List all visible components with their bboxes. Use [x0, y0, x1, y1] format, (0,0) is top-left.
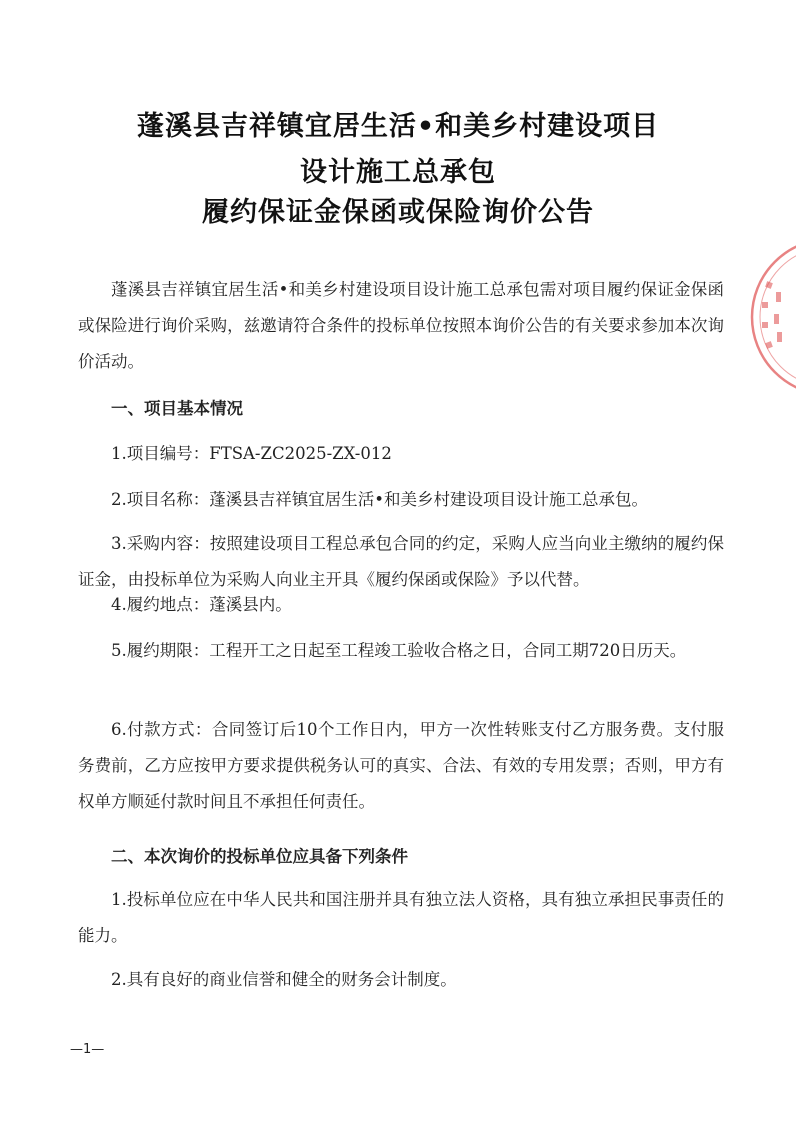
- section-1-item: 6.付款方式：合同签订后10个工作日内，甲方一次性转账支付乙方服务费。支付服务费前，乙方应按甲方要求提供税务认可的真实、合法、有效的专用发票；否则，甲方有权单方顺延付款时间且不承担任何责任。: [78, 720, 724, 811]
- section-1-item: 5.履约期限：工程开工之日起至工程竣工验收合格之日，合同工期720日历天。: [111, 641, 687, 660]
- section-1-item: 1.项目编号：FTSA-ZC2025-ZX-012: [111, 444, 392, 463]
- document-title-line-2: 设计施工总承包: [300, 157, 496, 188]
- section-1-item: 3.采购内容：按照建设项目工程总承包合同的约定，采购人应当向业主缴纳的履约保证金，由投标单位为采购人向业主开具《履约保函或保险》予以代替。: [78, 534, 724, 589]
- section-2-heading: 二、本次询价的投标单位应具备下列条件: [111, 847, 408, 866]
- intro-paragraph: 蓬溪县吉祥镇宜居生活•和美乡村建设项目设计施工总承包需对项目履约保证金保函或保险进行询价采购，兹邀请符合条件的投标单位按照本询价公告的有关要求参加本次询价活动。: [78, 280, 724, 371]
- section-1-item: 4.履约地点：蓬溪县内。: [111, 595, 292, 614]
- official-seal-stamp: [748, 232, 796, 402]
- document-title-line-3: 履约保证金保函或保险询价公告: [202, 197, 594, 228]
- section-1-item: 2.项目名称：蓬溪县吉祥镇宜居生活•和美乡村建设项目设计施工总承包。: [111, 490, 648, 509]
- section-1-heading: 一、项目基本情况: [111, 399, 243, 418]
- section-2-item: 1.投标单位应在中华人民共和国注册并具有独立法人资格，具有独立承担民事责任的能力。: [78, 890, 724, 945]
- page-number: —1—: [70, 1042, 105, 1057]
- document-title-line-1: 蓬溪县吉祥镇宜居生活•和美乡村建设项目: [136, 111, 660, 142]
- section-2-item: 2.具有良好的商业信誉和健全的财务会计制度。: [111, 970, 457, 989]
